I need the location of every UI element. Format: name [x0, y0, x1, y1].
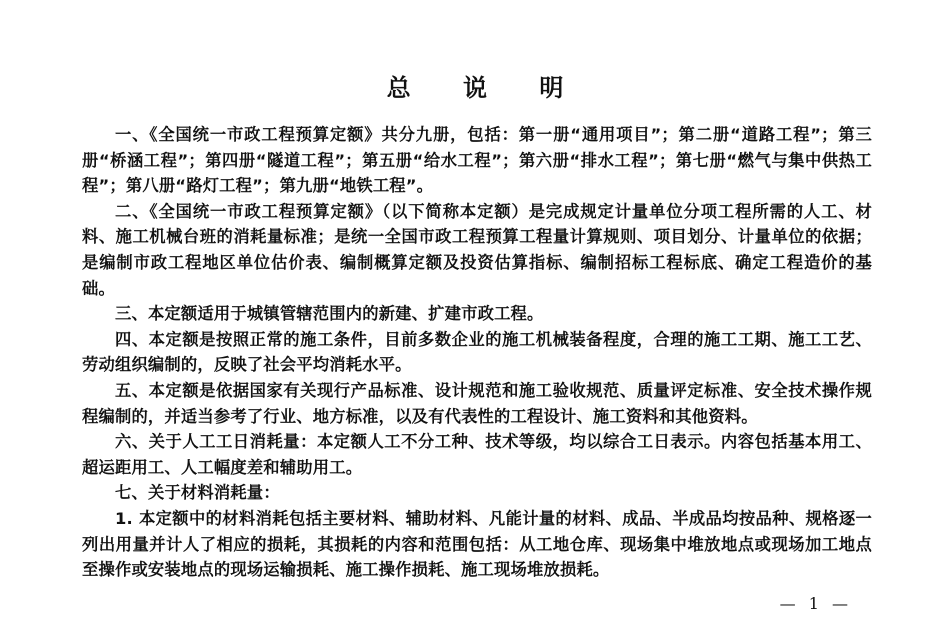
paragraph-2: 二、《全国统一市政工程预算定额》（以下简称本定额）是完成规定计量单位分项工程所需的人工、材料、施工机械台班的消耗量标准；是统一全国市政工程预算工程量计算规则、项目划分、计量单位的依据；是编制市政工程地区单位估价表、编制概算定额及投资估算指标、编制招标工程标底、确定工程造价的基础。	[82, 201, 872, 298]
paragraph-6: 六、关于人工工日消耗量：本定额人工不分工种、技术等级，均以综合工日表示。内容包括基本用工、超运距用工、人工幅度差和辅助用工。	[82, 432, 872, 477]
page-number: — 1 —	[779, 594, 852, 613]
paragraph-8: 1. 本定额中的材料消耗包括主要材料、辅助材料、凡能计量的材料、成品、半成品均按品种、规格逐一列出用量并计人了相应的损耗，其损耗的内容和范围包括：从工地仓库、现场集中堆放地点或现场加工地点至操作或安装地点的现场运输损耗、施工操作损耗、施工现场堆放损耗。	[82, 508, 872, 580]
paragraph-3: 三、本定额适用于城镇管辖范围内的新建、扩建市政工程。	[115, 304, 544, 324]
paragraph-5: 五、本定额是依据国家有关现行产品标准、设计规范和施工验收规范、质量评定标准、安全技术操作规程编制的，并适当参考了行业、地方标准，以及有代表性的工程设计、施工资料和其他资料。	[82, 380, 872, 426]
body-text	[82, 122, 872, 583]
paragraph-4: 四、本定额是按照正常的施工条件，目前多数企业的施工机械装备程度，合理的施工工期、施工工艺、劳动组织编制的，反映了社会平均消耗水平。	[82, 329, 872, 375]
paragraph-1: 一、《全国统一市政工程预算定额》共分九册，包括：第一册“通用项目”；第二册“道路工程”；第三册“桥涵工程”；第四册“隧道工程”；第五册“给水工程”；第六册“排水工程”；第七册“燃气与集中供热工程”；第八册“路灯工程”；第九册“地铁工程”。	[82, 125, 872, 196]
page-title: 总 说 明	[386, 74, 586, 102]
paragraph-7: 七、关于材料消耗量：	[115, 483, 280, 503]
